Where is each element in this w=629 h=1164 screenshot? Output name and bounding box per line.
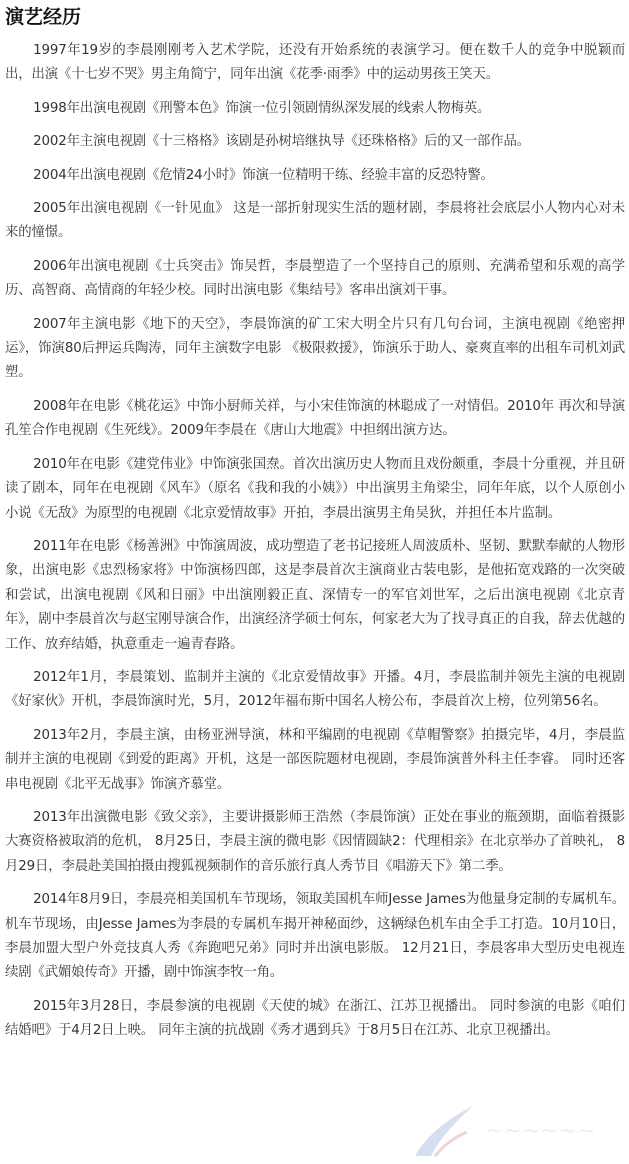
paragraph-1998: 1998年出演电视剧《刑警本色》饰演一位引领剧情纵深发展的线索人物梅英。 — [33, 100, 491, 116]
paragraph-2005: 2005年出演电视剧《一针见血》 这是一部折射现实生活的题材剧，李晨将社会底层小人物内心对未来的憧憬。 — [5, 201, 625, 241]
paragraph-2011: 2011年在电影《杨善洲》中饰演周波，成功塑造了老书记接班人周波质朴、坚韧、默默奉献的人物形象，出演电影《忠烈杨家将》中饰演杨四郎，这是李晨首次主演商业古装电影，是他拓宽戏路的一次突破和尝试，出演电视剧《风和日丽》中出演刚毅正直、深情专一的军官刘世军，之后出演电视剧《北京青年》，剧中李晨首次与赵宝刚导演合作，出演经济学硕士何东，何家老大为了找寻真正的自我，辞去优越的工作、放弃结婚，执意重走一遍青春路。 — [5, 538, 625, 652]
paragraph-2013-feb: 2013年2月，李晨主演，由杨亚洲导演，林和平编剧的电视剧《草帽警察》拍摄完毕，4月，李晨监制并主演的电视剧《到爱的距离》开机，这是一部医院题材电视剧，李晨饰演普外科主任李睿。 同时还客串电视剧《北平无战事》饰演齐慕堂。 — [5, 727, 625, 792]
paragraph-2014: 2014年8月9日，李晨亮相美国机车节现场，领取美国机车师Jesse James为他量身定制的专属机车。 机车节现场，由Jesse James为李晨的专属机车揭开神秘面纱，这辆绿色机车由全手工打造。10月10日，李晨加盟大型户外竞技真人秀《奔跑吧兄弟》同时并出演电影版。 12月21日，李晨客串大型历史电视连续剧《武媚娘传奇》开播，剧中饰演李牧一角。 — [5, 892, 625, 981]
paragraph-2006: 2006年出演电视剧《士兵突击》饰吴哲，李晨塑造了一个坚持自己的原则、充满希望和乐观的高学历、高智商、高情商的年轻少校。同时出演电影《集结号》客串出演刘干事。 — [5, 258, 625, 299]
paragraph-2010: 2010年在电影《建党伟业》中饰演张国焘。首次出演历史人物而且戏份颇重，李晨十分重视，并且研读了剧本，同年在电视剧《风车》（原名《我和我的小姨》）中出演男主角梁尘，同年年底，以个人原创小小说《无敌》为原型的电视剧《北京爱情故事》开拍，李晨出演男主角吴狄，并担任本片监制。 — [5, 456, 625, 521]
paragraph-2008: 2008年在电影《桃花运》中饰小厨师关祥，与小宋佳饰演的林聪成了一对情侣。2010年 再次和导演孔笙合作电视剧《生死线》。2009年李晨在《唐山大地震》中担纲出演方达。 — [5, 398, 625, 439]
section-title: 演艺经历 — [5, 6, 82, 28]
paragraph-1997: 1997年19岁的李晨刚刚考入艺术学院，还没有开始系统的表演学习。便在数千人的竞争中脱颖而出，出演《十七岁不哭》男主角简宁，同年出演《花季·雨季》中的运动男孩王笑天。 — [5, 43, 625, 83]
paragraph-2015: 2015年3月28日，李晨参演的电视剧《天使的城》在浙江、江苏卫视播出。 同时参演的电影《咱们结婚吧》于4月2日上映。 同年主演的抗战剧《秀才遇到兵》于8月5日在江苏、北京卫视播出。 — [5, 998, 625, 1039]
paragraph-2007: 2007年主演电影《地下的天空》，李晨饰演的矿工宋大明全片只有几句台词，主演电视剧《绝密押运》，饰演80后押运兵陶涛，同年主演数字电影 《极限救援》，饰演乐于助人、豪爽直率的出租车司机刘武塑。 — [5, 316, 625, 381]
paragraph-2012: 2012年1月，李晨策划、监制并主演的《北京爱情故事》开播。4月，李晨监制并领先主演的电视剧《好家伙》开机，李晨饰演时光，5月，2012年福布斯中国名人榜公布，李晨首次上榜，位列第56名。 — [5, 669, 625, 710]
swoosh-logo-icon — [395, 1098, 625, 1160]
paragraph-2004: 2004年出演电视剧《危情24小时》饰演一位精明干练、经验丰富的反恐特警。 — [33, 167, 494, 183]
paragraph-2002: 2002年主演电视剧《十三格格》该剧是孙树培继执导《还珠格格》后的又一部作品。 — [33, 134, 531, 150]
svg-text:~~~~~~: ~~~~~~ — [485, 1119, 596, 1144]
paragraph-2013-micro-film: 2013年出演微电影《致父亲》，主要讲摄影师王浩然（李晨饰演）正处在事业的瓶颈期，面临着摄影大赛资格被取消的危机， 8月25日，李晨主演的微电影《因情圆缺2：代理相亲》在北京举办了首映礼， 8月29日，李晨赴美国拍摄由搜狐视频制作的音乐旅行真人秀节目《唱游天下》第二季。 — [5, 809, 625, 874]
watermark — [395, 1098, 625, 1160]
